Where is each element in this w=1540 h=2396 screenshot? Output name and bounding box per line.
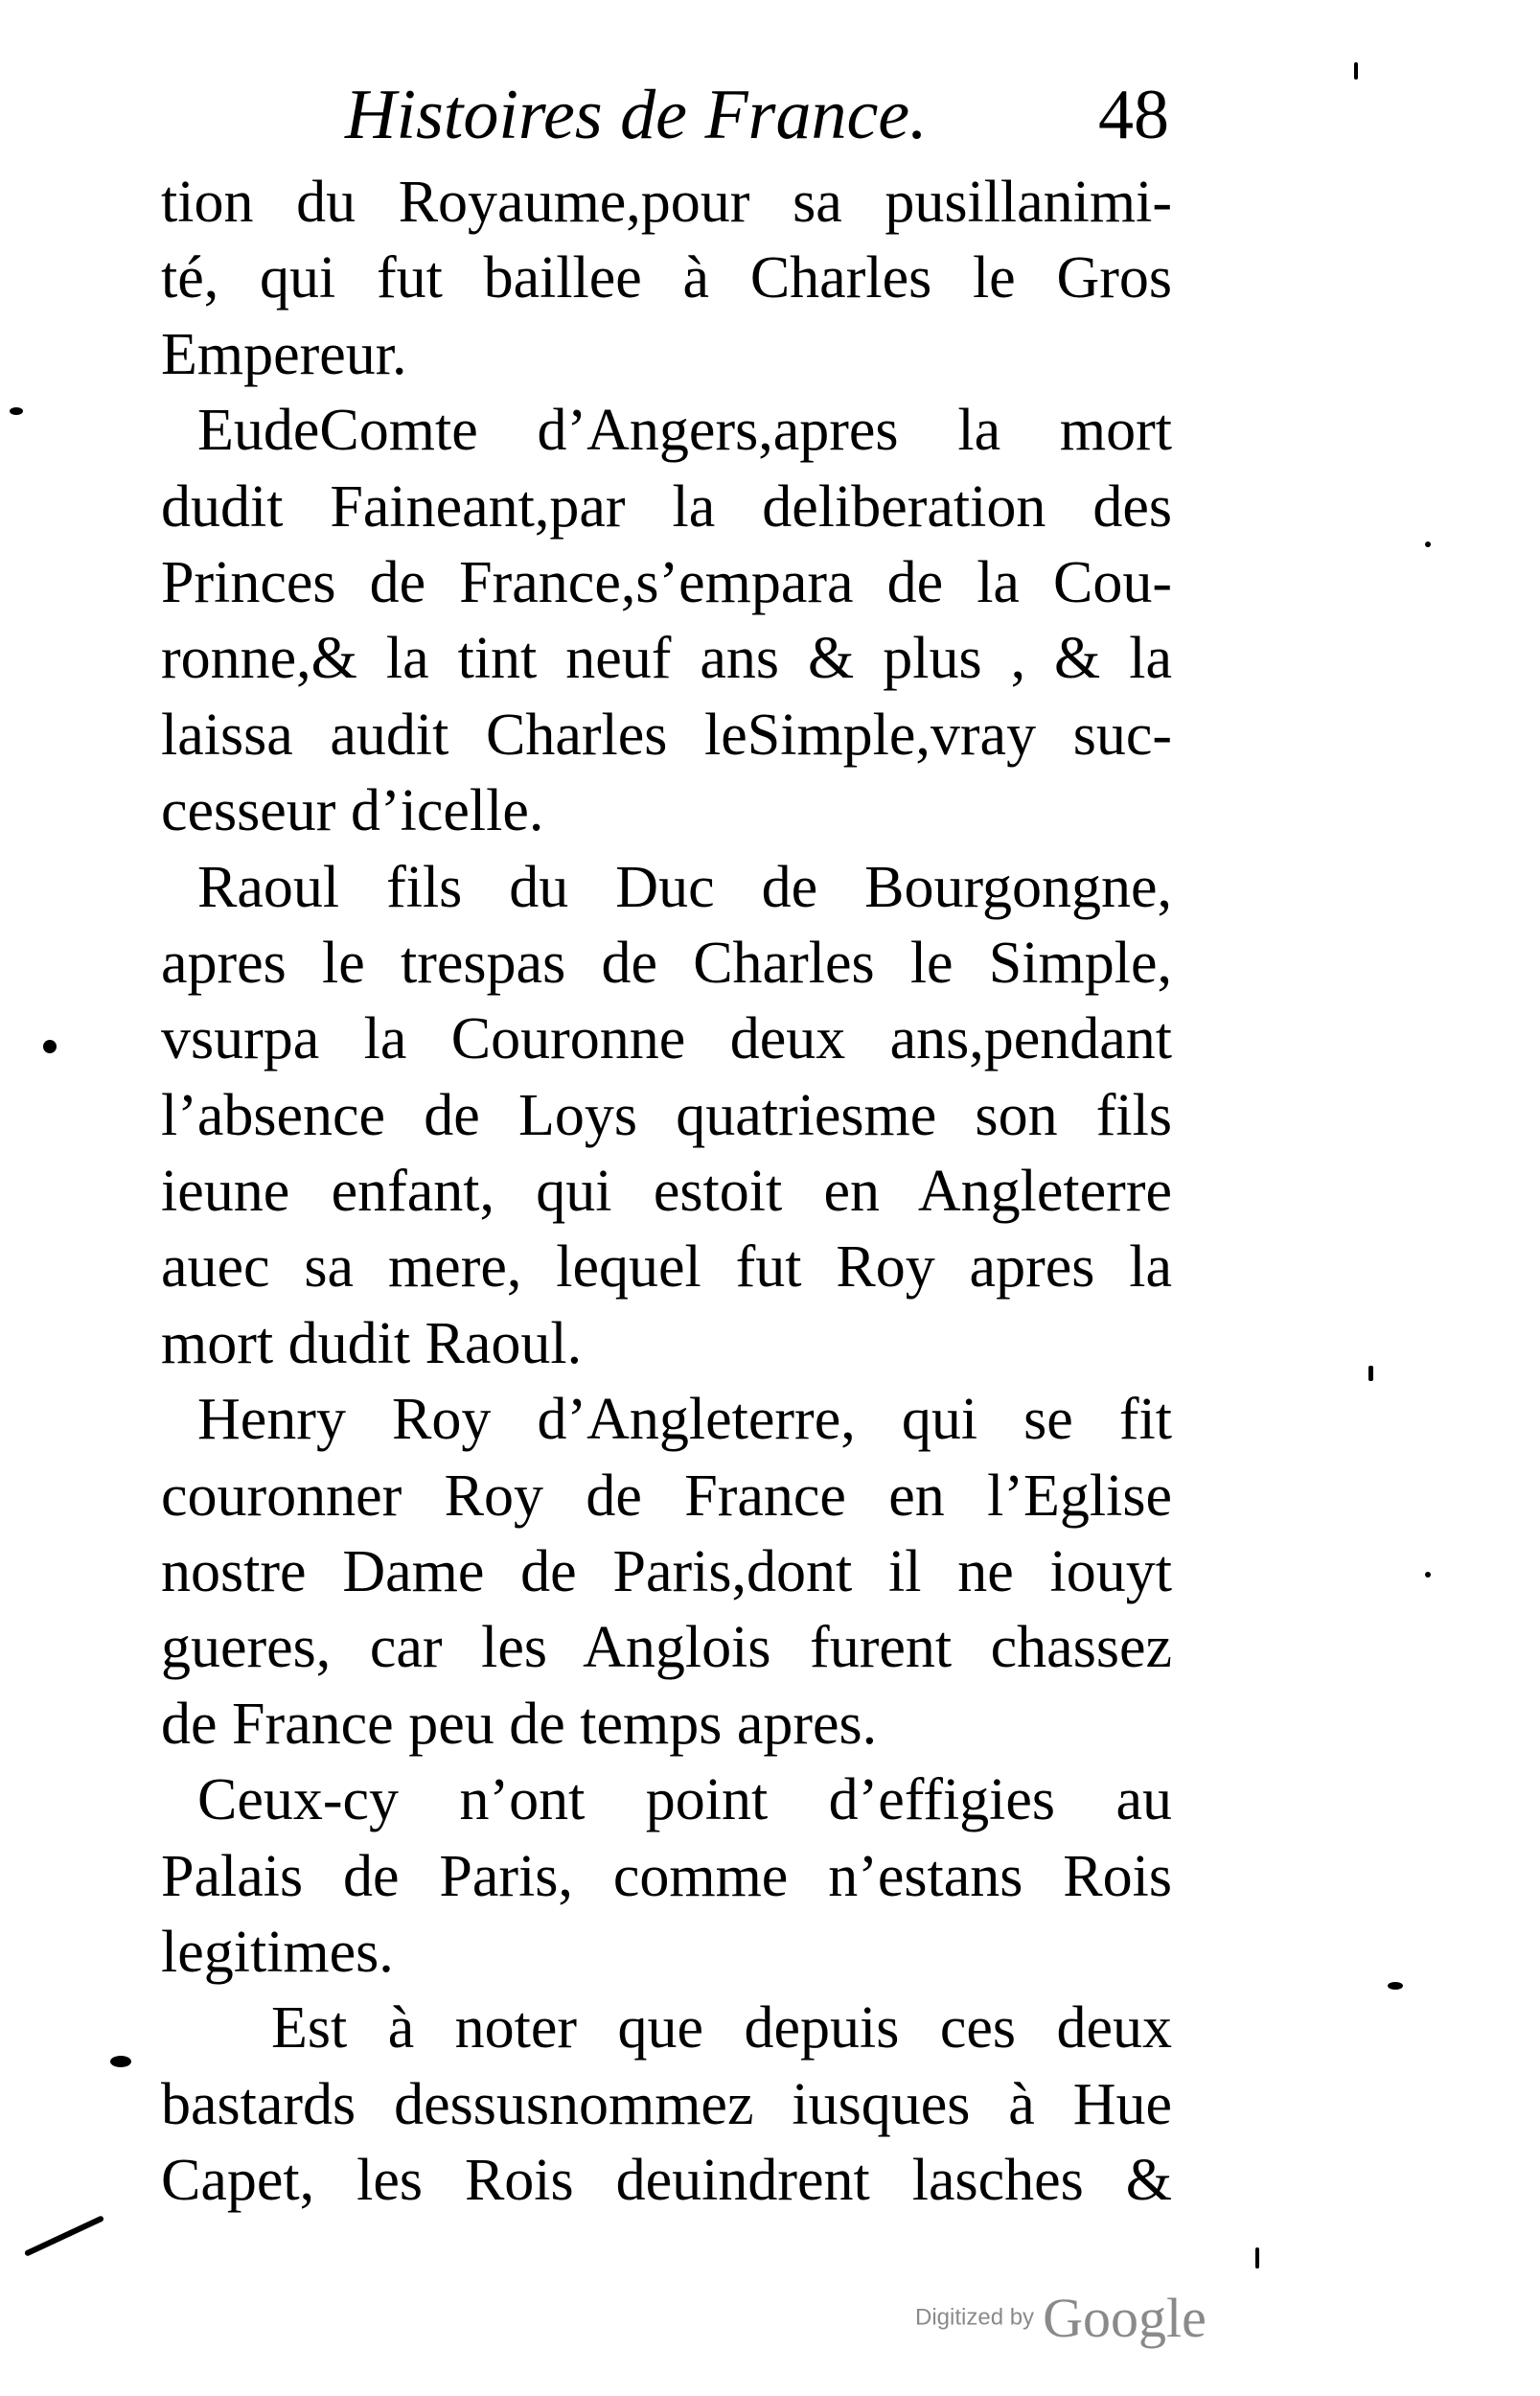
text-line: gueres, car les Anglois furent chassez (161, 1615, 1172, 1681)
text-line: Henry Roy d’Angleterre, qui se fit (197, 1387, 1172, 1453)
scan-speck (24, 2215, 104, 2256)
text-line: Capet, les Rois deuindrent lasches & (161, 2148, 1172, 2214)
text-line: Ceux-cy n’ont point d’effigies au (197, 1767, 1172, 1833)
paragraph-1 (161, 165, 1172, 393)
text-line: mort dudit Raoul. (161, 1310, 583, 1376)
text-line: Princes de France,s’empara de la Cou- (161, 549, 1172, 615)
digitized-by-google-watermark (915, 2286, 1207, 2350)
page-number: 48 (1098, 76, 1169, 154)
paragraph-3 (161, 850, 1172, 1383)
paragraph-4 (161, 1382, 1172, 1762)
google-logo: Google (1043, 2287, 1207, 2349)
scan-speck (1255, 2247, 1259, 2269)
digitized-label: Digitized by (915, 2304, 1035, 2331)
text-line: apres le trespas de Charles le Simple, (161, 930, 1172, 996)
running-title: Histoires de France. (345, 76, 928, 154)
text-line: Raoul fils du Duc de Bourgongne, (197, 854, 1172, 920)
text-line: ieune enfant, qui estoit en Angleterre (161, 1159, 1172, 1225)
scan-speck (1388, 1982, 1403, 1990)
text-line: vsurpa la Couronne deux ans,pendant (161, 1006, 1172, 1072)
text-line: Palais de Paris, comme n’estans Rois (161, 1843, 1172, 1909)
text-line: tion du Royaume,pour sa pusillanimi- (161, 170, 1172, 235)
scan-speck (43, 1040, 57, 1053)
paragraph-5 (161, 1762, 1172, 1991)
text-line: ronne,& la tint neuf ans & plus , & la (161, 626, 1172, 692)
paragraph-6 (161, 1991, 1172, 2219)
text-line: l’absence de Loys quatriesme son fils (161, 1082, 1172, 1148)
text-line: Empereur. (161, 321, 407, 387)
text-line: legitimes. (161, 1919, 394, 1985)
scan-speck (110, 2056, 131, 2067)
text-line: EudeComte d’Angers,apres la mort (197, 398, 1172, 464)
text-line: de France peu de temps apres. (161, 1691, 878, 1757)
text-line: bastards dessusnommez iusques à Hue (161, 2071, 1172, 2137)
text-line: té, qui fut baillee à Charles le Gros (161, 245, 1172, 311)
text-line: cesseur d’icelle. (161, 778, 544, 844)
page-header (345, 67, 1188, 173)
text-line: nostre Dame de Paris,dont il ne iouyt (161, 1539, 1172, 1605)
scan-speck (1368, 1366, 1373, 1381)
scan-speck (10, 407, 23, 415)
text-line: laissa audit Charles leSimple,vray suc- (161, 702, 1172, 768)
paragraph-2 (161, 393, 1172, 849)
text-line: couronner Roy de France en l’Eglise (161, 1463, 1172, 1529)
text-line: dudit Faineant,par la deliberation des (161, 473, 1172, 540)
text-line: Est à noter que depuis ces deux (271, 1995, 1172, 2062)
scan-speck (1354, 62, 1358, 80)
text-line: auec sa mere, lequel fut Roy apres la (161, 1234, 1172, 1301)
scan-speck (1425, 1572, 1431, 1578)
body-text (161, 165, 1172, 2220)
scan-speck (1425, 541, 1431, 547)
